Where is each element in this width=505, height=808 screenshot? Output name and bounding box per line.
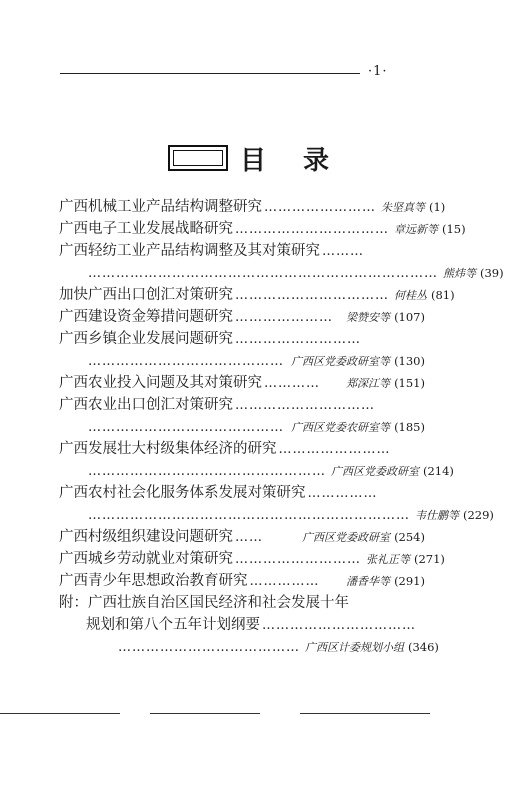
- toc-entry[interactable]: [0, 548, 445, 570]
- toc-entry[interactable]: [0, 328, 425, 350]
- entry-author: 何桂丛: [394, 289, 427, 302]
- entry-page: (185): [394, 420, 425, 434]
- entry-page: (81): [431, 288, 455, 302]
- dot-leader: ……………: [249, 574, 320, 589]
- toc-entry[interactable]: [0, 196, 446, 218]
- entry-page: (130): [394, 354, 425, 368]
- toc-entry-continuation[interactable]: [0, 416, 425, 438]
- header-rule: [60, 73, 360, 74]
- table-of-contents: [0, 196, 505, 658]
- entry-page: (151): [394, 376, 425, 390]
- dot-leader: ………………………: [235, 332, 361, 347]
- entry-page: (346): [408, 640, 439, 654]
- entry-title: 规划和第八个五年计划纲要: [86, 617, 260, 633]
- dot-leader: ……………………: [264, 200, 376, 215]
- entry-page: (15): [442, 222, 466, 236]
- entry-page: (291): [394, 574, 425, 588]
- toc-entry-continuation[interactable]: [0, 460, 454, 482]
- entry-title: 广西乡镇企业发展问题研究: [59, 331, 233, 347]
- entry-title: 广西农村社会化服务体系发展对策研究: [59, 485, 306, 501]
- entry-author: 广西区党委政研室等: [291, 355, 391, 368]
- dot-leader: ……………………………………: [88, 354, 284, 369]
- entry-title: 广西青少年思想政治教育研究: [59, 573, 248, 589]
- entry-author: 熊炜等: [443, 267, 476, 280]
- entry-page: (271): [414, 552, 445, 566]
- dot-leader: …………………………: [235, 398, 375, 413]
- toc-entry[interactable]: [0, 284, 455, 306]
- entry-author: 广西区党委政研室: [302, 531, 391, 544]
- title-frame-decoration: [168, 145, 228, 171]
- dot-leader: ……………………………: [262, 618, 416, 633]
- toc-title: [168, 140, 343, 176]
- entry-title: 广西农业投入问题及其对策研究: [59, 375, 262, 391]
- entry-author: 广西区党委农研室等: [291, 421, 391, 434]
- toc-entry[interactable]: [0, 240, 425, 262]
- entry-page: (254): [394, 530, 425, 544]
- toc-entry[interactable]: [0, 526, 425, 548]
- dot-leader: ………: [322, 244, 364, 259]
- toc-entry-continuation[interactable]: [0, 504, 494, 526]
- entry-author: 潘香华等: [346, 575, 391, 588]
- entry-page: (39): [480, 266, 504, 280]
- footer-rule-right: [300, 713, 430, 714]
- toc-entry[interactable]: [0, 394, 425, 416]
- entry-title: 广西村级组织建设问题研究: [59, 529, 233, 545]
- toc-entry[interactable]: [0, 306, 425, 328]
- footer-rule-middle: [150, 713, 260, 714]
- toc-entry[interactable]: [0, 570, 425, 592]
- entry-title: 广西机械工业产品结构调整研究: [59, 199, 262, 215]
- entry-title: 广西发展壮大村级集体经济的研究: [59, 441, 277, 457]
- entry-author: 章远新等: [394, 223, 438, 236]
- entry-title: 广西城乡劳动就业对策研究: [59, 551, 233, 567]
- page-number: ·1·: [368, 64, 388, 79]
- dot-leader: ……………………………………: [88, 420, 284, 435]
- entry-title: 加快广西出口创汇对策研究: [59, 287, 233, 303]
- dot-leader: ………………………: [235, 552, 361, 567]
- dot-leader: ……………………………………………………………: [88, 508, 410, 523]
- entry-title: 广西轻纺工业产品结构调整及其对策研究: [59, 243, 320, 259]
- toc-entry[interactable]: [0, 592, 425, 614]
- entry-author: 郑深江等: [346, 377, 391, 390]
- toc-entry-continuation[interactable]: [0, 350, 425, 372]
- entry-author: 朱坚真等: [381, 201, 425, 214]
- toc-entry[interactable]: [0, 482, 425, 504]
- dot-leader: ……: [235, 530, 263, 545]
- dot-leader: ……………………: [278, 442, 391, 457]
- entry-title: 广西电子工业发展战略研究: [59, 221, 233, 237]
- toc-entry[interactable]: [0, 438, 425, 460]
- dot-leader: …………………………………………………………………: [88, 266, 438, 281]
- entry-title: 广西建设资金筹措问题研究: [59, 309, 233, 325]
- toc-entry-continuation[interactable]: [0, 614, 425, 636]
- entry-author: 广西区计委规划小组: [305, 641, 404, 654]
- entry-page: (229): [463, 508, 494, 522]
- entry-author: 韦仕鹏等: [415, 509, 459, 522]
- dot-leader: ……………………………: [235, 288, 389, 303]
- dot-leader: ……………………………………………: [88, 464, 326, 479]
- dot-leader: …………………: [235, 310, 333, 325]
- toc-entry[interactable]: [0, 372, 425, 394]
- entry-page: (1): [429, 200, 446, 214]
- entry-title: 附：广西壮族自治区国民经济和社会发展十年: [59, 595, 349, 611]
- page-title: 目 录: [240, 145, 344, 176]
- toc-entry-continuation[interactable]: [0, 636, 439, 658]
- entry-author: 广西区党委政研室: [331, 465, 419, 478]
- dot-leader: …………………………………: [118, 640, 300, 655]
- footer-rule-left: [0, 713, 120, 714]
- toc-entry-continuation[interactable]: [0, 262, 504, 284]
- entry-author: 梁赞安等: [346, 311, 391, 324]
- toc-entry[interactable]: [0, 218, 466, 240]
- entry-author: 张礼正等: [366, 553, 410, 566]
- dot-leader: ……………………………: [235, 222, 389, 237]
- entry-page: (214): [423, 464, 454, 478]
- entry-title: 广西农业出口创汇对策研究: [59, 397, 233, 413]
- entry-page: (107): [394, 310, 425, 324]
- dot-leader: ……………: [307, 486, 378, 501]
- dot-leader: …………: [264, 376, 320, 391]
